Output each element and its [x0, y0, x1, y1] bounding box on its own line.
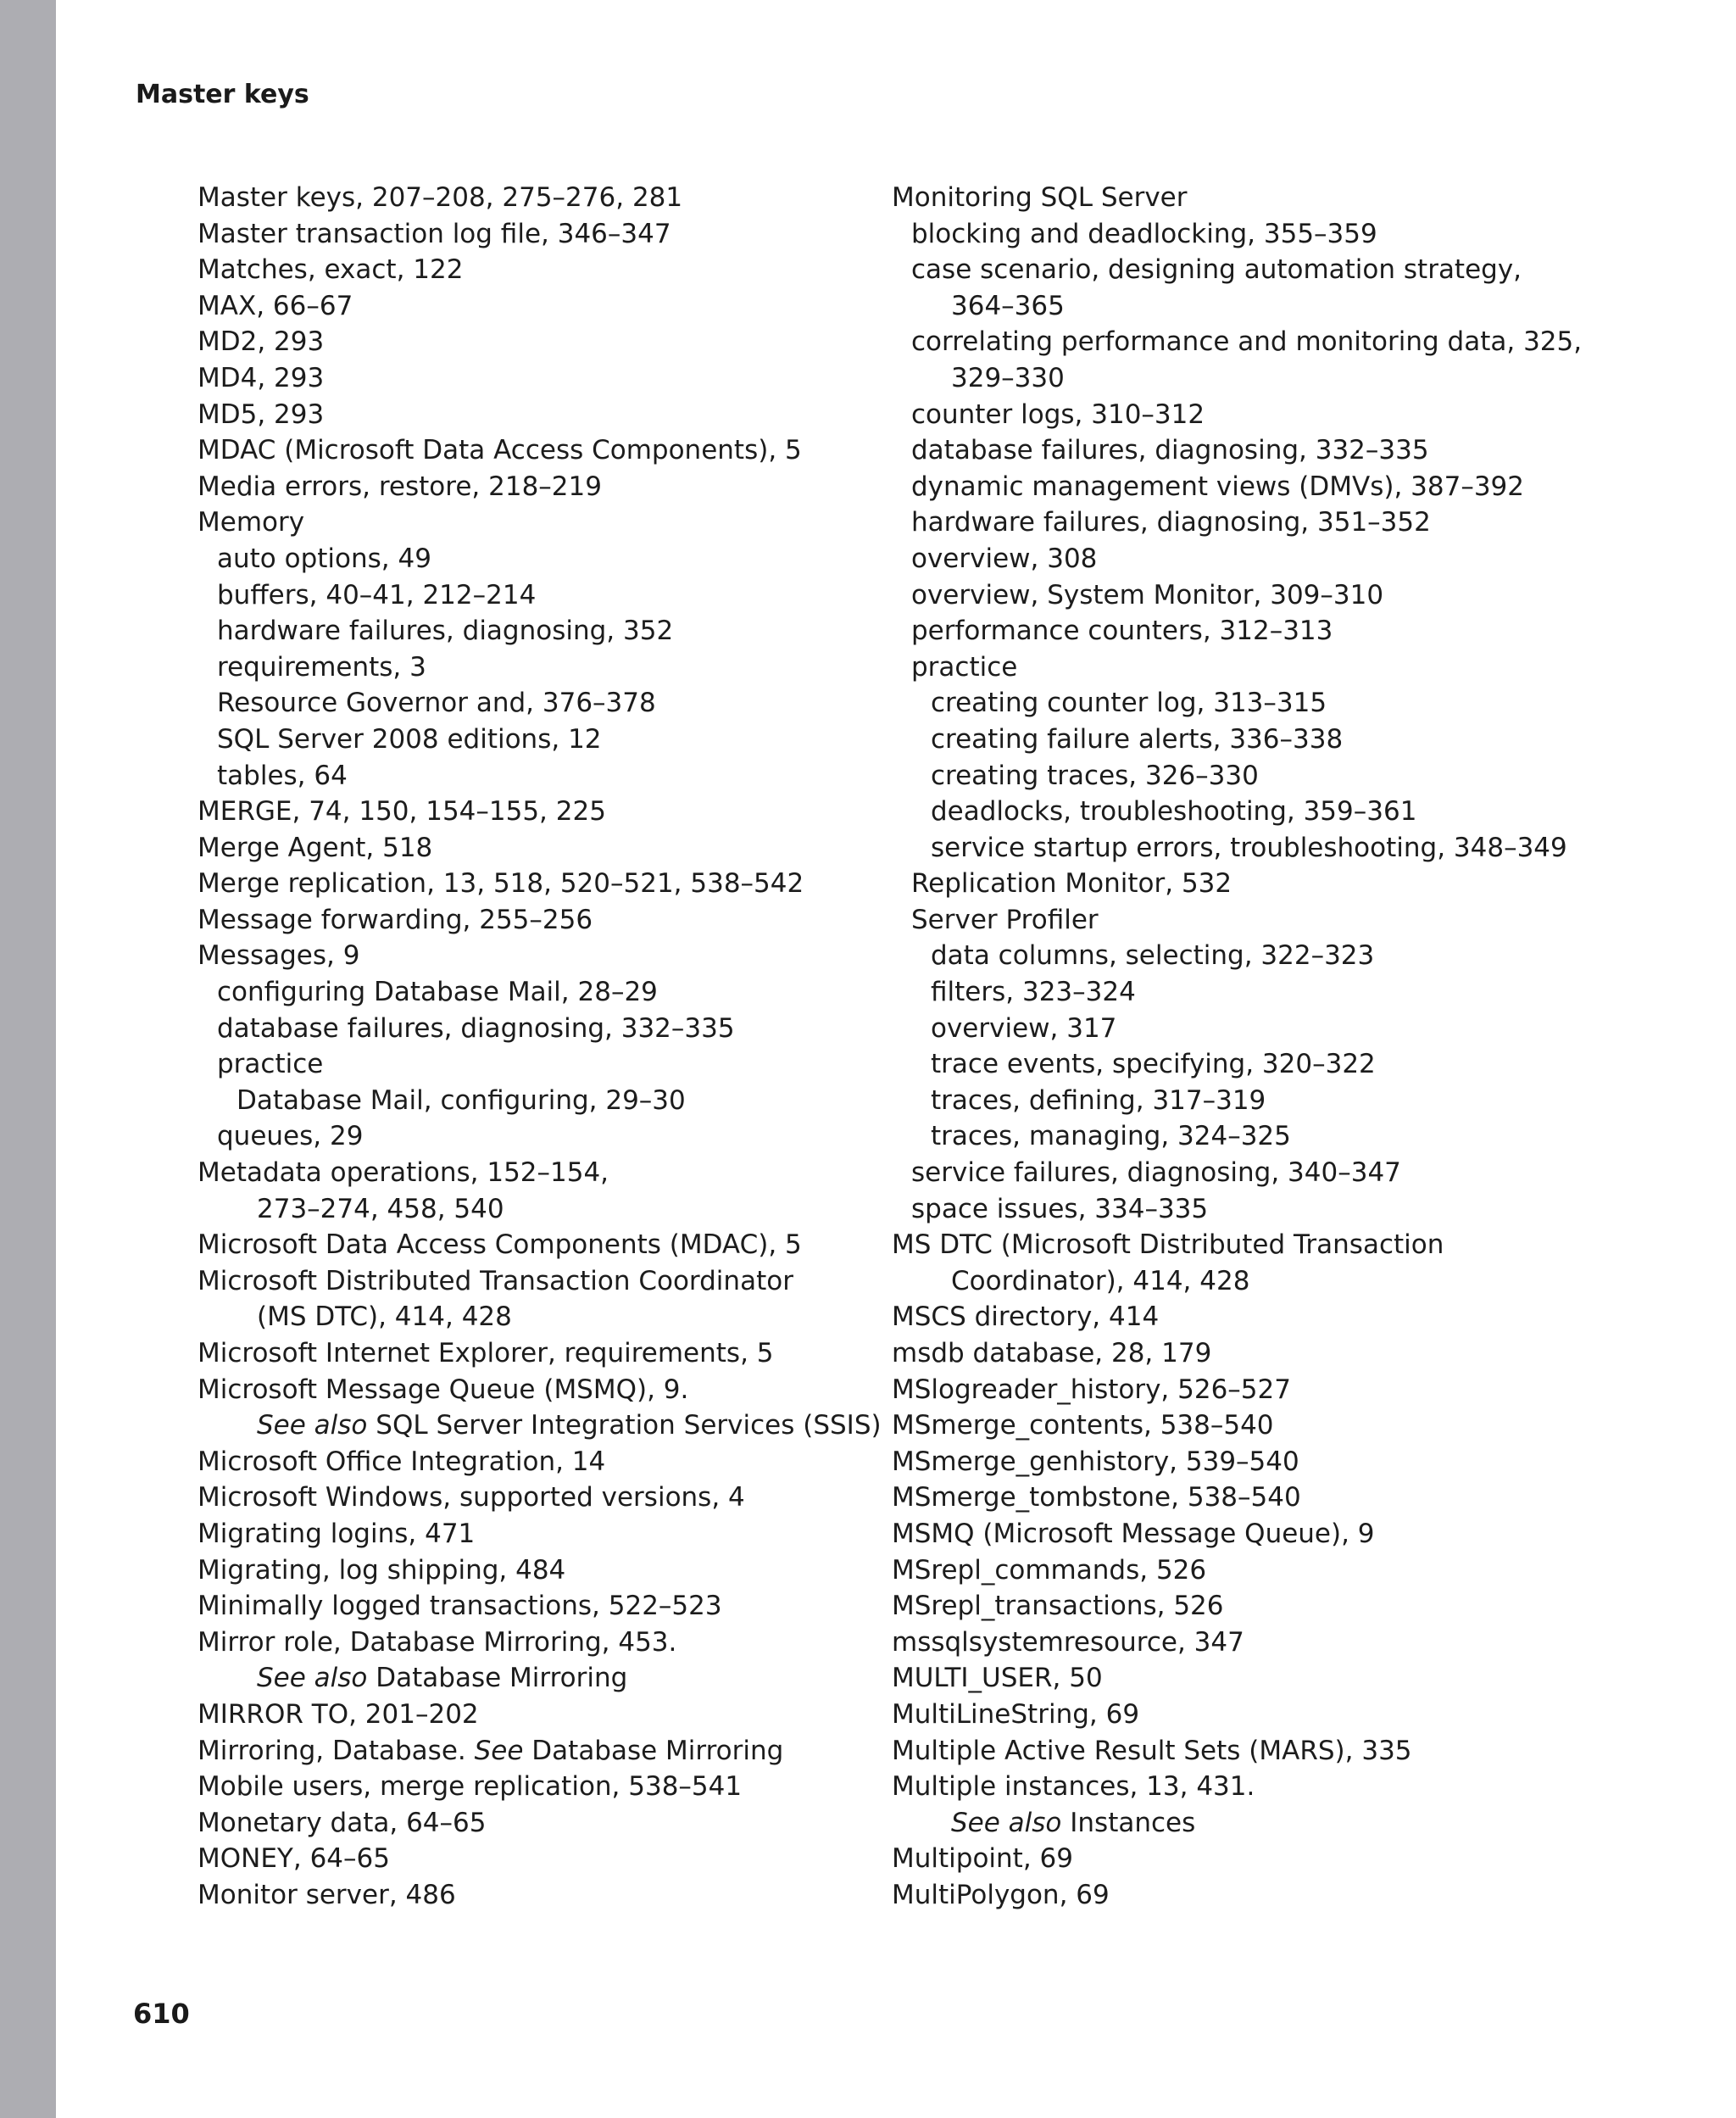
entry-text: MIRROR TO, 201–202 [198, 1698, 479, 1730]
entry-text: MD2, 293 [198, 326, 325, 358]
entry-text: Media errors, restore, 218–219 [198, 471, 602, 502]
entry-text: service failures, diagnosing, 340–347 [911, 1157, 1401, 1189]
index-entry [892, 1625, 1655, 1661]
index-entry [892, 938, 1655, 974]
index-entry [198, 1155, 842, 1191]
entry-text: Coordinator), 414, 428 [951, 1265, 1250, 1296]
index-entry [892, 1877, 1655, 1914]
entry-text: MultiLineString, 69 [892, 1698, 1140, 1730]
entry-text: hardware failures, diagnosing, 351–352 [911, 507, 1431, 538]
index-entry [198, 1625, 842, 1661]
index-entry [198, 1372, 842, 1408]
page-number: 610 [133, 1998, 190, 2030]
index-entry [892, 360, 1655, 397]
page-spine-bar [0, 0, 56, 2118]
entry-text: MD5, 293 [198, 399, 325, 430]
index-entry [198, 1480, 842, 1516]
entry-text: Mirroring, Database. [198, 1735, 475, 1766]
entry-text: performance counters, 312–313 [911, 616, 1333, 647]
index-entry [892, 722, 1655, 758]
entry-text: Memory [198, 507, 305, 538]
cross-reference-label: See [474, 1735, 524, 1766]
entry-text: Minimally logged transactions, 522–523 [198, 1591, 722, 1622]
entry-text: requirements, 3 [217, 651, 426, 683]
entry-text: Metadata operations, 152–154, [198, 1157, 609, 1189]
index-entry [198, 1083, 842, 1119]
entry-text: Instances [1061, 1807, 1196, 1838]
index-entry [198, 1660, 842, 1697]
entry-text: counter logs, 310–312 [911, 399, 1205, 430]
entry-text: Microsoft Message Queue (MSMQ), 9. [198, 1374, 689, 1405]
index-entry [892, 288, 1655, 325]
index-entry [198, 1191, 842, 1228]
entry-text: MSCS directory, 414 [892, 1301, 1160, 1333]
entry-text: MD4, 293 [198, 362, 325, 393]
entry-text: Database Mirroring [367, 1663, 628, 1694]
index-entry [198, 830, 842, 867]
index-entry [198, 1552, 842, 1589]
index-entry [892, 902, 1655, 939]
index-entry [892, 649, 1655, 686]
entry-text: creating counter log, 313–315 [931, 688, 1327, 719]
index-column-right [892, 180, 1655, 1914]
index-entry [198, 649, 842, 686]
entry-text: MERGE, 74, 150, 154–155, 225 [198, 796, 606, 828]
entry-text: traces, managing, 324–325 [931, 1121, 1291, 1152]
index-entry [198, 216, 842, 253]
entry-text: Merge Agent, 518 [198, 832, 433, 863]
entry-text: traces, defining, 317–319 [931, 1084, 1266, 1116]
index-entry [198, 541, 842, 577]
entry-text: overview, 308 [911, 543, 1098, 574]
entry-text: Messages, 9 [198, 940, 360, 972]
index-entry [892, 216, 1655, 253]
index-entry [198, 1733, 842, 1770]
index-entry [892, 1372, 1655, 1408]
entry-text: hardware failures, diagnosing, 352 [217, 616, 674, 647]
entry-text: MultiPolygon, 69 [892, 1879, 1110, 1910]
index-entry [198, 252, 842, 288]
entry-text: MONEY, 64–65 [198, 1843, 390, 1875]
index-entry [198, 613, 842, 649]
index-entry [198, 577, 842, 614]
index-entry [892, 1155, 1655, 1191]
index-entry [892, 1046, 1655, 1083]
entry-text: trace events, specifying, 320–322 [931, 1049, 1376, 1080]
entry-text: MSlogreader_history, 526–527 [892, 1374, 1291, 1405]
index-entry [198, 360, 842, 397]
entry-text: MULTI_USER, 50 [892, 1663, 1103, 1694]
index-entry [892, 758, 1655, 794]
index-entry [198, 1407, 882, 1444]
index-entry [198, 1516, 842, 1552]
index-entry [198, 1046, 842, 1083]
entry-text: practice [217, 1049, 324, 1080]
index-entry [892, 1769, 1655, 1805]
index-entry [892, 1660, 1655, 1697]
index-entry [892, 432, 1655, 469]
index-entry [892, 324, 1655, 360]
index-entry [198, 1263, 842, 1300]
index-entry [892, 1516, 1655, 1552]
entry-text: Database Mirroring [523, 1735, 784, 1766]
entry-text: MSmerge_tombstone, 538–540 [892, 1482, 1301, 1513]
index-entry [892, 252, 1655, 288]
entry-text: queues, 29 [217, 1121, 364, 1152]
index-entry [198, 1588, 842, 1625]
entry-text: correlating performance and monitoring data, 325, [911, 326, 1583, 358]
index-entry [892, 1588, 1655, 1625]
entry-text: tables, 64 [217, 760, 348, 791]
entry-text: Microsoft Office Integration, 14 [198, 1446, 606, 1477]
index-entry [892, 1444, 1655, 1480]
index-entry [892, 1263, 1655, 1300]
index-entry [892, 469, 1655, 505]
entry-text: MSMQ (Microsoft Message Queue), 9 [892, 1518, 1375, 1549]
index-entry [198, 1697, 842, 1733]
entry-text: database failures, diagnosing, 332–335 [911, 435, 1429, 466]
index-entry [198, 469, 842, 505]
entry-text: buffers, 40–41, 212–214 [217, 579, 537, 610]
entry-text: Multiple Active Result Sets (MARS), 335 [892, 1735, 1412, 1766]
index-entry [892, 397, 1655, 433]
index-entry [892, 974, 1655, 1011]
entry-text: Monitoring SQL Server [892, 182, 1188, 213]
index-entry [892, 1118, 1655, 1155]
index-entry [198, 180, 842, 216]
index-entry [198, 1299, 842, 1335]
index-entry [892, 1011, 1655, 1047]
index-entry [892, 1335, 1655, 1372]
entry-text: overview, 317 [931, 1012, 1117, 1044]
index-entry [892, 180, 1655, 216]
entry-text: 329–330 [951, 362, 1065, 393]
entry-text: (MS DTC), 414, 428 [257, 1301, 512, 1333]
entry-text: Microsoft Data Access Components (MDAC), 5 [198, 1229, 802, 1261]
index-entry [198, 902, 842, 939]
entry-text: Migrating logins, 471 [198, 1518, 476, 1549]
entry-text: Master transaction log file, 346–347 [198, 218, 671, 249]
index-entry [198, 1335, 842, 1372]
index-entry [892, 1227, 1655, 1263]
entry-text: Migrating, log shipping, 484 [198, 1554, 566, 1586]
index-entry [892, 1805, 1655, 1842]
index-entry [892, 1191, 1655, 1228]
index-entry [198, 1841, 842, 1877]
index-entry [198, 504, 842, 541]
entry-text: case scenario, designing automation strategy, [911, 254, 1522, 286]
running-head: Master keys [136, 80, 309, 109]
index-entry [892, 613, 1655, 649]
entry-text: database failures, diagnosing, 332–335 [217, 1012, 735, 1044]
index-entry [892, 1407, 1655, 1444]
entry-text: dynamic management views (DMVs), 387–392 [911, 471, 1524, 502]
entry-text: msdb database, 28, 179 [892, 1338, 1212, 1368]
entry-text: MDAC (Microsoft Data Access Components), 5 [198, 435, 802, 466]
index-entry [892, 1552, 1655, 1589]
index-entry [198, 324, 842, 360]
entry-text: auto options, 49 [217, 543, 431, 574]
entry-text: Multipoint, 69 [892, 1843, 1073, 1875]
entry-text: MSmerge_genhistory, 539–540 [892, 1446, 1299, 1477]
entry-text: practice [911, 651, 1018, 683]
index-entry [892, 794, 1655, 830]
index-entry [892, 685, 1655, 722]
entry-text: creating traces, 326–330 [931, 760, 1259, 791]
index-entry [892, 504, 1655, 541]
entry-text: Mobile users, merge replication, 538–541 [198, 1771, 743, 1803]
index-entry [892, 1299, 1655, 1335]
entry-text: MSmerge_contents, 538–540 [892, 1410, 1274, 1441]
entry-text: SQL Server 2008 editions, 12 [217, 723, 602, 755]
entry-text: Server Profiler [911, 904, 1099, 935]
entry-text: filters, 323–324 [931, 977, 1136, 1008]
index-entry [198, 432, 842, 469]
index-entry [198, 1011, 842, 1047]
index-entry [198, 397, 842, 433]
entry-text: 364–365 [951, 290, 1065, 321]
index-entry [198, 974, 842, 1011]
index-entry [198, 794, 842, 830]
entry-text: mssqlsystemresource, 347 [892, 1626, 1244, 1658]
entry-text: SQL Server Integration Services (SSIS) [367, 1410, 882, 1441]
index-entry [892, 1697, 1655, 1733]
index-entry [198, 1118, 842, 1155]
index-entry [892, 577, 1655, 614]
index-entry [198, 1444, 842, 1480]
entry-text: Merge replication, 13, 518, 520–521, 538–542 [198, 868, 804, 900]
entry-text: MAX, 66–67 [198, 290, 353, 321]
entry-text: MSrepl_transactions, 526 [892, 1591, 1224, 1622]
entry-text: Resource Governor and, 376–378 [217, 688, 656, 719]
index-entry [198, 938, 842, 974]
index-entry [892, 1480, 1655, 1516]
cross-reference-label: See also [951, 1807, 1062, 1838]
entry-text: creating failure alerts, 336–338 [931, 723, 1344, 755]
entry-text: deadlocks, troubleshooting, 359–361 [931, 796, 1417, 828]
entry-text: Microsoft Windows, supported versions, 4 [198, 1482, 745, 1513]
entry-text: 273–274, 458, 540 [257, 1193, 504, 1224]
entry-text: Monitor server, 486 [198, 1879, 456, 1910]
entry-text: space issues, 334–335 [911, 1193, 1209, 1224]
index-entry [198, 866, 842, 902]
index-entry [892, 866, 1655, 902]
index-entry [892, 1733, 1655, 1770]
index-entry [198, 758, 842, 794]
entry-text: Mirror role, Database Mirroring, 453. [198, 1626, 677, 1658]
entry-text: configuring Database Mail, 28–29 [217, 977, 658, 1008]
entry-text: overview, System Monitor, 309–310 [911, 579, 1384, 610]
entry-text: Matches, exact, 122 [198, 254, 464, 286]
entry-text: MSrepl_commands, 526 [892, 1554, 1207, 1586]
entry-text: Microsoft Internet Explorer, requirements, 5 [198, 1338, 774, 1368]
entry-text: Database Mail, configuring, 29–30 [236, 1084, 686, 1116]
entry-text: service startup errors, troubleshooting, 348–349 [931, 832, 1567, 863]
index-entry [198, 685, 842, 722]
index-entry [198, 1227, 842, 1263]
entry-text: Microsoft Distributed Transaction Coordinator [198, 1265, 793, 1296]
index-entry [892, 1083, 1655, 1119]
entry-text: Master keys, 207–208, 275–276, 281 [198, 182, 683, 213]
entry-text: Multiple instances, 13, 431. [892, 1771, 1255, 1803]
index-entry [198, 1877, 842, 1914]
entry-text: Monetary data, 64–65 [198, 1807, 487, 1838]
index-entry [198, 1769, 842, 1805]
index-entry [892, 830, 1655, 867]
entry-text: Replication Monitor, 532 [911, 868, 1232, 900]
entry-text: Message forwarding, 255–256 [198, 904, 593, 935]
entry-text: blocking and deadlocking, 355–359 [911, 218, 1377, 249]
index-column-left [198, 180, 882, 1914]
entry-text: MS DTC (Microsoft Distributed Transaction [892, 1229, 1444, 1261]
index-entry [892, 1841, 1655, 1877]
index-entry [198, 288, 842, 325]
index-entry [198, 722, 842, 758]
cross-reference-label: See also [257, 1663, 368, 1694]
entry-text: data columns, selecting, 322–323 [931, 940, 1375, 972]
cross-reference-label: See also [257, 1410, 368, 1441]
index-entry [198, 1805, 842, 1842]
index-entry [892, 541, 1655, 577]
